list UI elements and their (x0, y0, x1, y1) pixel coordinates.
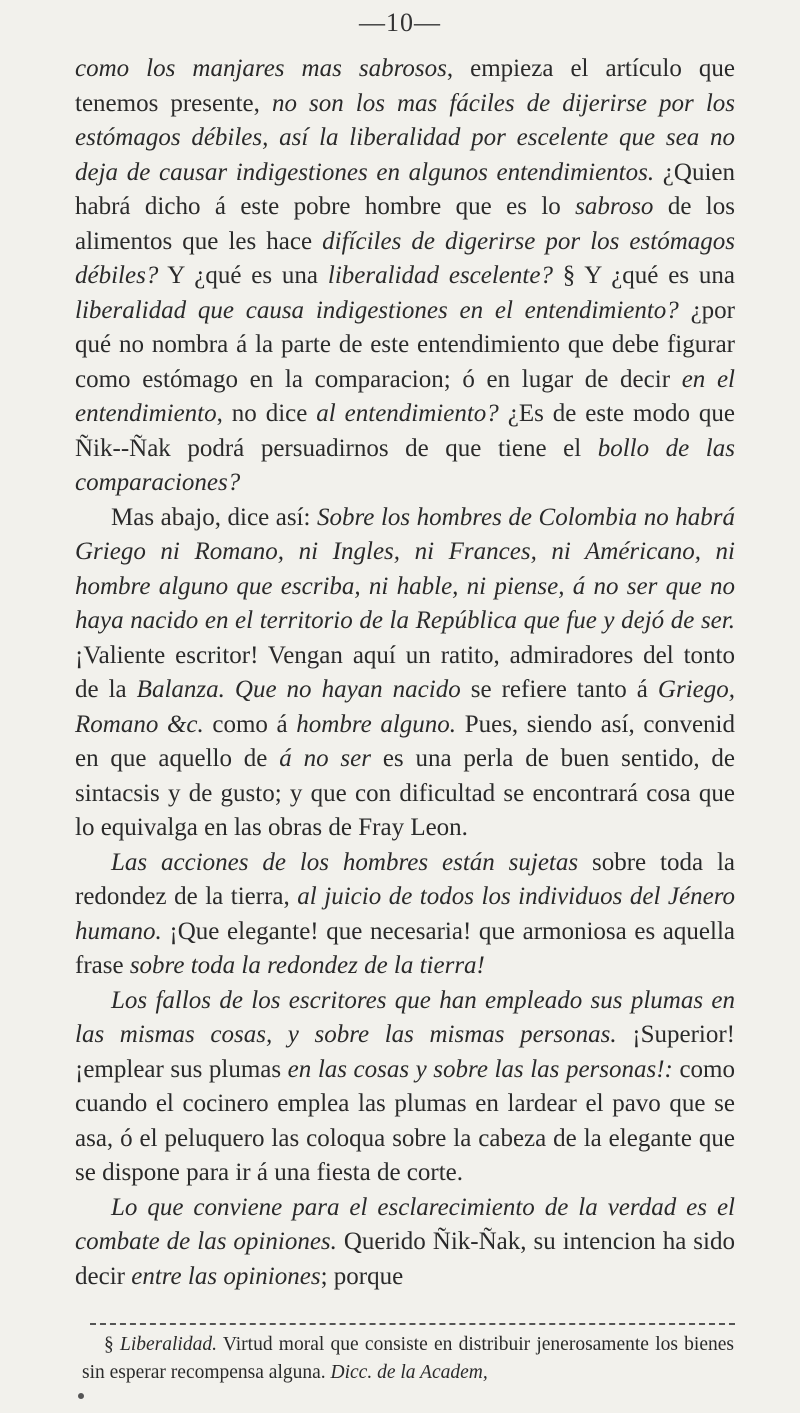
italic-text-span: en el entendimiento (75, 365, 735, 427)
text-span: como á (203, 710, 297, 738)
italic-text-span: Liberalidad. (119, 1334, 217, 1355)
italic-text-span: sabroso (575, 193, 654, 220)
text-span: ¿Es de este modo que Ñik--Ñak podrá persuadirnos de que tiene el (75, 400, 735, 462)
italic-text-span: liberalidad que causa indigestiones en el entendimiento? (75, 296, 679, 324)
text-span: ¡Superior! ¡emplear sus plumas (75, 1021, 736, 1083)
italic-text-span: al entendimiento? (316, 400, 499, 427)
text-span: ¡Valiente escritor! Vengan aquí un ratito, admiradores del tonto de la (75, 641, 735, 703)
text-span: § Y ¿qué es una (552, 262, 736, 289)
italic-text-span: bollo de las comparaciones? (75, 434, 735, 496)
italic-text-span: Griego, Romano &c. (75, 676, 735, 738)
paragraph (75, 984, 735, 1191)
paragraph (75, 501, 735, 846)
italic-text-span: liberalidad escelente? (327, 262, 553, 289)
italic-text-span: en las cosas y sobre las las personas!: (287, 1055, 673, 1083)
italic-text-span: manjares mas sabrosos (192, 55, 447, 82)
text-span: ¡Que elegante! que necesaria! que armoniosa es aquella frase (75, 917, 735, 979)
italic-text-span: como los (75, 55, 193, 82)
footnote-divider (90, 1323, 735, 1325)
paragraph (75, 846, 735, 984)
ink-dot (78, 1393, 84, 1399)
text-span: Virtud moral que consiste en distribuir jenerosamente los bienes sin esperar recompensa alguna. (82, 1334, 734, 1383)
italic-text-span: entre las opiniones (131, 1262, 321, 1290)
text-span: Querido Ñik-Ñak, su intencion ha sido decir (75, 1228, 735, 1290)
italic-text-span: Dicc. de la Academ, (330, 1362, 488, 1383)
body-text (75, 52, 735, 1294)
text-span: se refiere tanto á (460, 676, 658, 703)
text-span: ¿Quien habrá dicho á este pobre hombre que es lo (75, 158, 735, 220)
text-span: de los alimentos que les hace (75, 193, 735, 255)
italic-text-span: Los fallos de los escritores que han empleado sus plumas en las mismas cosas, y sobre las mismas personas. (75, 986, 735, 1048)
italic-text-span: Balanza. Que no hayan nacido (136, 676, 461, 703)
footnote (82, 1331, 734, 1387)
text-span: como cuando el cocinero emplea las plumas en lardear el pavo que se asa, ó el peluquero las coloqua sobre la cabeza de la elegante que se dispone para ir á una fiesta de corte. (75, 1055, 735, 1186)
italic-text-span: no son los mas fáciles de dijerirse por los estómagos débiles, así la liberalidad por escelente que sea no deja de causar indigestiones en algunos entendimientos. (75, 89, 735, 186)
italic-text-span: sobre toda la redondez de la tierra! (129, 952, 485, 979)
italic-text-span: hombre alguno. (296, 710, 457, 738)
italic-text-span: Sobre los hombres de Colombia no habrá Griego ni Romano, ni Ingles, ni Frances, ni Américano, ni hombre alguno que escriba, ni hable, ni piense, á no ser que no haya nacido en el territorio de la República que fue y dejó de ser. (75, 503, 735, 634)
italic-text-span: Lo que conviene para el esclarecimiento de la verdad es el combate de las opiniones. (75, 1193, 735, 1255)
text-span: Mas abajo, dice así: (111, 503, 317, 531)
text-span: es una perla de buen sentido, de sintacsis y de gusto; y que con dificultad se encontrará cosa que lo equivalga en las obras de Fray Leon. (75, 745, 736, 841)
text-span: sobre toda la redondez de la tierra, (75, 848, 736, 910)
text-span: Pues, siendo así, convenid en que aquello de (75, 710, 735, 772)
italic-text-span: Las acciones de los hombres están sujetas (111, 848, 579, 876)
text-span: , empieza el artículo que tenemos presente, (75, 55, 735, 117)
italic-text-span: al juicio de todos los individuos del Jénero humano. (75, 883, 735, 945)
paragraph (75, 52, 735, 501)
italic-text-span: á no ser (279, 745, 371, 772)
text-span: , no dice (216, 400, 317, 427)
paragraph (75, 1191, 735, 1295)
page-number: —10— (359, 8, 441, 37)
text-span: ¿por qué no nombra á la parte de este entendimiento que debe figurar como estómago en la comparacion; ó en lugar de decir (75, 296, 735, 393)
text-span: ; porque (320, 1262, 404, 1290)
text-span: Y ¿qué es una (158, 262, 328, 289)
italic-text-span: difíciles de digerirse por los estómagos débiles? (75, 227, 735, 289)
text-span: § (104, 1334, 120, 1355)
